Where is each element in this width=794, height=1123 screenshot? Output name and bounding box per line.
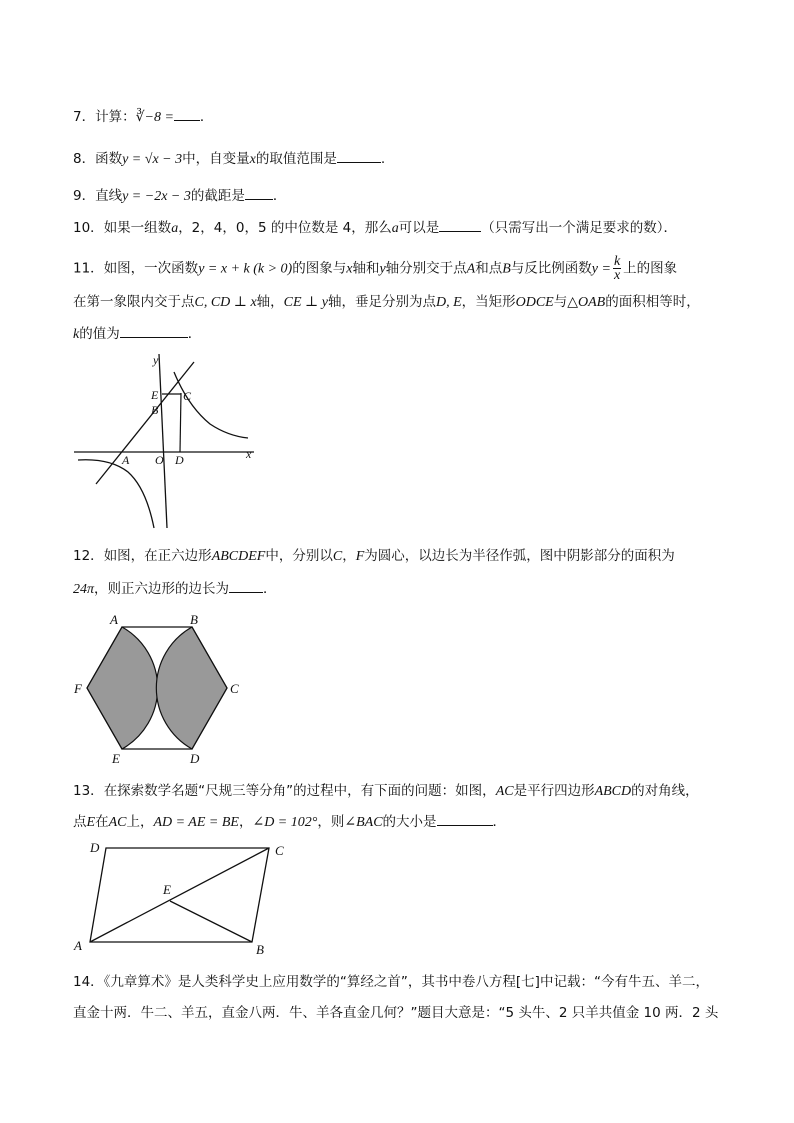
label-d: D <box>90 840 100 855</box>
q13-expression: ∠BAC <box>344 815 383 830</box>
q9-answer-blank <box>245 186 273 200</box>
q8-variable: x <box>249 152 256 167</box>
question-11-line-1 <box>73 255 677 282</box>
segment-be <box>170 901 252 942</box>
label-b: B <box>256 942 264 957</box>
question-7 <box>73 107 213 128</box>
label-d: D <box>175 453 184 467</box>
q12-var: F <box>355 549 365 564</box>
q11-var: A <box>466 261 476 277</box>
q11-figure <box>70 350 260 532</box>
q7-expression: ∛−8 = <box>135 110 174 125</box>
q11-var: x <box>346 261 353 277</box>
q8-expression: y = √x − 3 <box>122 152 183 167</box>
q11-end: ． <box>187 326 202 342</box>
q11-text: 轴， <box>256 294 284 310</box>
q12-text: 如图，在正六边形 <box>103 548 212 564</box>
label-o: O <box>155 453 164 467</box>
q12-number: 12． <box>73 548 104 564</box>
q11-text: 和点 <box>475 260 503 277</box>
q13-text: 的大小是 <box>382 814 437 830</box>
label-e: E <box>112 751 120 766</box>
q12-figure <box>70 610 250 770</box>
q10-end: （只需写出一个满足要求的数）． <box>481 220 677 236</box>
q8-text: 函数 <box>95 151 123 167</box>
q11-fraction-numerator: k <box>613 254 621 269</box>
q13-expression: AC <box>495 784 514 799</box>
question-8 <box>73 149 385 170</box>
q11-expression: △OAB <box>567 295 606 310</box>
q11-text: 轴，垂足分别为点 <box>327 294 436 310</box>
q13-text: 是平行四边形 <box>513 783 595 799</box>
q11-expression: ODCE <box>515 295 554 310</box>
label-c: C <box>230 681 239 696</box>
q13-var: E <box>86 815 96 830</box>
q11-text: 与 <box>553 294 568 310</box>
q12-text: ， <box>342 548 356 564</box>
question-12-line-2 <box>73 579 277 600</box>
diagonal-ac <box>90 848 269 942</box>
q9-end: ． <box>272 188 287 204</box>
q11-text: 的图象与 <box>292 260 347 277</box>
q13-expression: ABCD <box>594 784 632 799</box>
q11-expression: y = x + k (k > 0) <box>198 261 293 277</box>
label-c: C <box>275 843 284 858</box>
q11-var: B <box>502 261 511 277</box>
q11-fraction-denominator: x <box>613 268 621 283</box>
q11-text: 轴分别交于点 <box>385 260 467 277</box>
q11-fraction <box>613 255 621 282</box>
question-14-line-2: 直金十两．牛二、羊五，直金八两．牛、羊各直金几何？”题目大意是：“5 头牛、2 只羊共值金 10 两．2 头 <box>73 1005 719 1021</box>
q9-text: 的截距是 <box>190 188 245 204</box>
label-b: B <box>190 612 198 627</box>
label-d: D <box>190 751 200 766</box>
q13-text: 在探索数学名题“尺规三等分角”的过程中，有下面的问题：如图， <box>103 783 496 799</box>
question-9 <box>73 186 286 207</box>
q12-answer-blank <box>229 579 263 593</box>
q11-var: y <box>379 261 386 277</box>
q9-expression: y = −2x − 3 <box>122 189 191 204</box>
q11-text: 上的图象 <box>623 260 678 277</box>
q7-text: 计算： <box>95 109 136 125</box>
q13-expression: AD = AE = BE <box>153 815 239 830</box>
q12-text: ，则正六边形的边长为 <box>94 581 230 597</box>
label-e: E <box>151 388 159 402</box>
q11-text: 如图，一次函数 <box>103 260 199 277</box>
label-b: B <box>151 403 159 417</box>
label-a: A <box>122 453 130 467</box>
shaded-region-right <box>156 627 227 749</box>
q13-text: ， <box>238 814 253 830</box>
question-12-line-1 <box>73 546 675 567</box>
q11-text: 轴和 <box>352 260 380 277</box>
hyperbola-branch-1 <box>174 372 248 438</box>
label-a: A <box>110 612 118 627</box>
question-14-line-1: 14．《九章算术》是人类科学史上应用数学的“算经之首”，其书中卷八方程[七]中记载：“今有牛五、羊二， <box>73 974 709 990</box>
q13-text: 上， <box>126 814 154 830</box>
q8-number: 8． <box>73 151 96 167</box>
q7-end: ． <box>199 109 214 125</box>
q13-text: 点 <box>73 814 87 830</box>
q10-var-a: a <box>171 221 179 236</box>
label-c: C <box>183 389 192 403</box>
q11-expression: y = <box>591 261 611 277</box>
q13-end: ． <box>492 814 507 830</box>
q10-text: 如果一组数 <box>103 220 172 236</box>
q8-end: . <box>380 151 386 167</box>
label-x: x <box>246 447 252 461</box>
q13-expression: ∠D = 102° <box>252 815 318 830</box>
q7-number: 7． <box>73 109 96 125</box>
q10-answer-blank <box>439 218 481 232</box>
q13-text: 的对角线， <box>631 783 699 799</box>
question-11-line-2 <box>73 292 700 313</box>
label-e: E <box>163 882 171 897</box>
q12-text: 中，分别以 <box>265 548 333 564</box>
q10-var-a: a <box>391 221 399 236</box>
q12-var: C <box>332 549 343 564</box>
q8-text: 的取值范围是 <box>255 151 337 167</box>
question-13-line-1 <box>73 781 699 802</box>
q9-text: 直线 <box>95 188 123 204</box>
label-y: y <box>153 353 159 367</box>
hyperbola-branch-3 <box>78 460 154 528</box>
q11-answer-blank <box>120 324 188 338</box>
label-f: F <box>74 681 82 696</box>
q13-number: 13． <box>73 783 104 799</box>
q9-number: 9． <box>73 188 96 204</box>
question-10 <box>73 218 677 239</box>
q11-text: 与反比例函数 <box>510 260 592 277</box>
q11-text: 的面积相等时， <box>605 294 700 310</box>
q13-text: 在 <box>95 814 109 830</box>
q11-expression: D, E <box>435 295 462 310</box>
q11-text: ，当矩形 <box>461 294 516 310</box>
q11-number: 11． <box>73 260 104 277</box>
q10-text: 可以是 <box>398 220 440 236</box>
q7-answer-blank <box>174 107 200 121</box>
q12-expression: ABCDEF <box>211 549 266 564</box>
q13-expression: AC <box>108 815 127 830</box>
q13-answer-blank <box>437 812 493 826</box>
q11-expression: CE ⊥ y <box>283 295 328 310</box>
q12-expression: 24π <box>73 582 95 597</box>
q11-var: k <box>73 327 80 342</box>
q11-expression: C, CD ⊥ x <box>194 295 257 310</box>
q13-text: ，则 <box>317 814 345 830</box>
q8-answer-blank <box>337 149 381 163</box>
q10-text: ，2，4，0，5 的中位数是 4，那么 <box>178 220 392 236</box>
q13-figure <box>70 838 295 960</box>
q12-text: 为圆心，以边长为半径作弧，图中阴影部分的面积为 <box>364 548 675 564</box>
q11-text: 在第一象限内交于点 <box>73 294 195 310</box>
q11-text: 的值为 <box>79 326 120 342</box>
q12-end: ． <box>263 581 277 597</box>
label-a: A <box>74 938 82 953</box>
question-13-line-2 <box>73 812 506 833</box>
question-11-line-3 <box>73 324 201 345</box>
segment-cd <box>180 393 181 452</box>
shaded-region-left <box>87 627 158 749</box>
q10-number: 10． <box>73 220 104 236</box>
y-axis <box>159 354 167 528</box>
q8-text: 中，自变量 <box>182 151 250 167</box>
